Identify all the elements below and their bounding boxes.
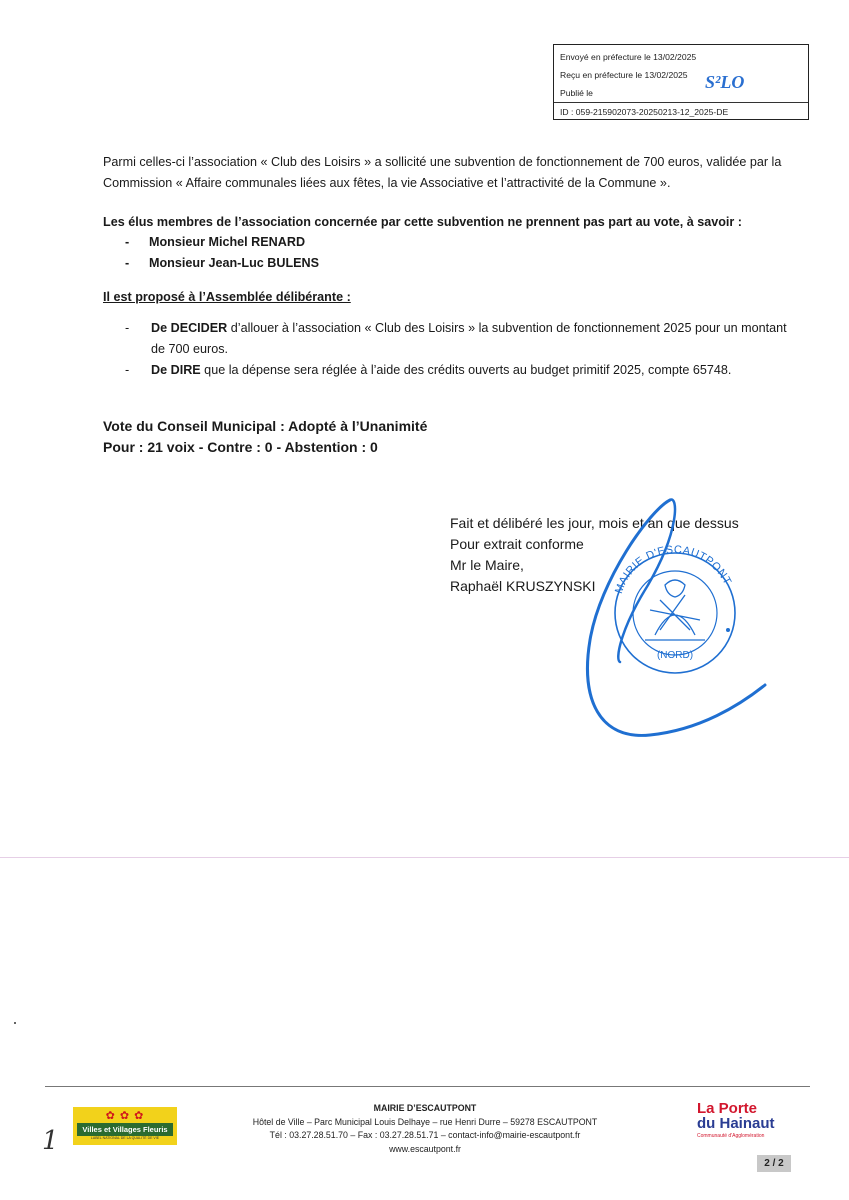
seal-bottom-text: (NORD)	[656, 650, 694, 661]
flower-icon: ✿ ✿ ✿	[105, 1110, 145, 1122]
villes-fleuris-sub: LABEL NATIONAL DE LA QUALITÉ DE VIE	[90, 1136, 160, 1140]
list-item	[103, 360, 793, 381]
footer-address-line: Hôtel de Ville – Parc Municipal Louis Delhaye – rue Henri Durre – 59278 ESCAUTPONT	[252, 1116, 598, 1127]
s2lo-logo	[705, 72, 790, 100]
dash-bullet: -	[125, 321, 130, 335]
page-separator	[0, 857, 849, 858]
footer-website: www.escautpont.fr	[389, 1143, 461, 1154]
footer-org: MAIRIE D’ESCAUTPONT	[373, 1103, 477, 1113]
handwritten-signature-icon	[588, 500, 766, 736]
paragraph-subsidy: Parmi celles-ci l’association « Club des Loisirs » a sollicité une subvention de fonctionnement de 700 euros, validée par la Commission « Affaire communales liées aux fêtes, la vie Associative et l’attractivité de la Commune ».	[103, 155, 782, 190]
seal-top-text: MAIRIE D'ESCAUTPONT	[613, 543, 734, 596]
scan-dot	[14, 1022, 16, 1024]
list-item	[103, 318, 793, 360]
proposal-heading: Il est proposé à l’Assemblée délibérante :	[103, 290, 351, 304]
decision-text: que la dépense sera réglée à l’aide des crédits ouverts au budget primitif 2025, compte 65748.	[200, 363, 732, 377]
member-name: Monsieur Michel RENARD	[149, 235, 306, 249]
signature-line-name: Raphaël KRUSZYNSKI	[450, 578, 596, 594]
villes-fleuris-label: Villes et Villages Fleuris	[77, 1123, 173, 1136]
s2lo-logo-text: S²LO	[705, 72, 745, 92]
footer-contact-line: Tél : 03.27.28.51.70 – Fax : 03.27.28.51.71 – contact-info@mairie-escautpont.fr	[269, 1130, 581, 1140]
stamp-received-date: Reçu en préfecture le 13/02/2025	[560, 70, 688, 80]
villes-fleuris-logo	[73, 1107, 177, 1145]
list-item	[103, 232, 793, 253]
seal-figure-icon	[645, 580, 705, 640]
decision-keyword: De DIRE	[151, 363, 201, 377]
stamp-sent-date: Envoyé en préfecture le 13/02/2025	[560, 52, 697, 62]
dash-bullet: -	[125, 256, 130, 270]
members-list	[103, 232, 793, 274]
footer-divider	[45, 1086, 810, 1087]
stamp-published: Publié le	[560, 88, 593, 98]
mayor-seal	[560, 490, 780, 750]
stamp-id: ID : 059-215902073-20250213-12_2025-DE	[554, 102, 808, 121]
signature-line-done: Fait et délibéré les jour, mois et an que dessus	[450, 515, 739, 531]
paragraph-members: Les élus membres de l’association concernée par cette subvention ne prennent pas part au vote, à savoir :	[103, 215, 742, 229]
decision-text: d’allouer à l’association « Club des Loisirs » la subvention de fonctionnement 2025 pour un montant de 700 euros.	[151, 321, 787, 356]
vote-counts: Pour : 21 voix - Contre : 0 - Abstention : 0	[103, 439, 378, 455]
signature-line-title: Mr le Maire,	[450, 557, 524, 573]
member-name: Monsieur Jean-Luc BULENS	[149, 256, 320, 270]
footer-address	[200, 1102, 650, 1156]
porte-logo-line2: du Hainaut	[697, 1115, 775, 1132]
signature-line-extract: Pour extrait conforme	[450, 536, 584, 552]
vote-adopted: Vote du Conseil Municipal : Adopté à l’Unanimité	[103, 418, 428, 434]
vote-result	[103, 416, 427, 458]
porte-du-hainaut-logo	[697, 1101, 797, 1139]
decision-keyword: De DECIDER	[151, 321, 228, 335]
list-item	[103, 253, 793, 274]
handwritten-number: 1	[42, 1126, 59, 1156]
page-number: 2 / 2	[757, 1155, 791, 1172]
dash-bullet: -	[125, 235, 130, 249]
decisions-list	[103, 318, 793, 381]
porte-logo-line1: La Porte	[697, 1100, 758, 1117]
dash-bullet: -	[125, 363, 130, 377]
porte-logo-line3: Communauté d'Agglomération	[697, 1133, 765, 1139]
